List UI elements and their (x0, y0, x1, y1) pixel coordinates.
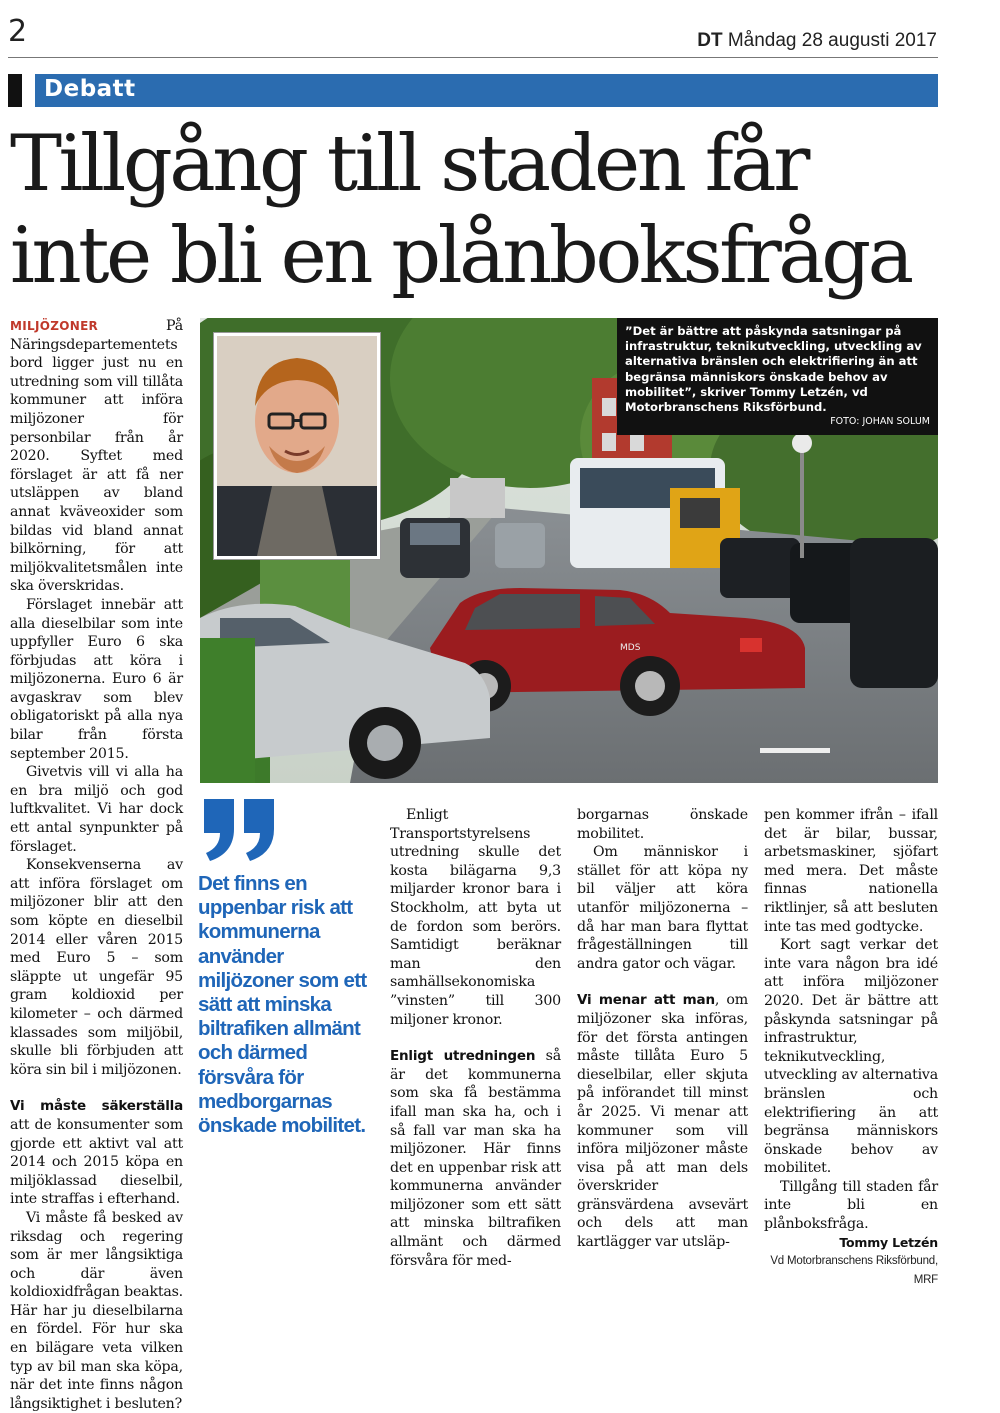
column-4 (577, 806, 748, 1252)
column-5 (764, 806, 938, 1289)
plate-text: MDS (620, 643, 641, 653)
paragraph (390, 1047, 561, 1270)
paragraph: Om människor i stället för att köpa ny bil väljer att köra utanför miljözonerna – då har man bara flyttat frågeställningen till andra gator och vägar. (577, 844, 748, 972)
paragraph-lead: Vi menar att man (577, 992, 715, 1009)
quote-mark-icon (200, 795, 280, 867)
column-1 (10, 317, 183, 1413)
kicker: MILJÖZONER (10, 319, 99, 333)
paragraph: Vi måste få besked av riksdag och regering som är mer långsiktiga och där även koldioxidfrågan beaktas. Här har ju dieselbilarna en fördel. För hur ska en bilägare veta vilken typ av bil man ska köpa, när det inte finns någon långsiktighet i besluten? (10, 1209, 183, 1412)
issue-date: Måndag 28 augusti 2017 (727, 30, 937, 51)
paragraph (10, 1097, 183, 1209)
header-rule (8, 57, 938, 58)
author-portrait-image (217, 336, 377, 556)
paragraph: Enligt Transportstyrelsens utredning skulle det kosta bilägarna 9,3 miljarder kronor bara i Stockholm, att byta ut de fordon som berörs. Samtidigt beräknar man den samhällsekonomiska ”vinsten” till 300 miljoner kronor. (390, 807, 561, 1028)
photo-credit: FOTO: JOHAN SOLUM (830, 416, 930, 428)
paragraph: Kort sagt verkar det inte vara någon bra idé att införa miljözoner 2020. Det är bättre att påskynda satsningar på infrastruktur, teknikutveckling, utveckling av alternativa bränslen och elektrifiering än att begränsa människors önskade behov av mobilitet. (764, 937, 938, 1177)
paragraph-text: På Näringsdepartementets bord ligger just nu en utredning som vill tillåta kommuner att införa miljözoner för personbilar från år 2020. Syftet med förslaget är att få ner utsläppen av bland annat kväveoxider som bildas vid bland annat bilkörning, för att miljökvalitetsmålen inte ska överskridas. (10, 318, 183, 595)
paragraph-lead: Vi måste säkerställa (10, 1098, 183, 1115)
section-band (35, 74, 938, 107)
paragraph: Tillgång till staden får inte bli en plånboksfråga. (764, 1178, 938, 1233)
author-name: Tommy Letzén (839, 1234, 938, 1250)
paragraph (10, 317, 183, 596)
publication-name: DT (697, 30, 723, 51)
section-label: Debatt (44, 76, 136, 102)
paragraph-text: så är det kommunerna som ska få bestämma ifall man ska ha, och i så fall var man ska ha miljözoner. Här finns det en uppenbar risk att kommunerna använder miljözoner som ett sätt att minska biltrafiken allmänt och därmed försvåra för med- (390, 1048, 561, 1269)
author-role: Vd Motorbranschens Riksförbund, MRF (770, 1255, 938, 1286)
column-3 (390, 806, 561, 1270)
headline: Tillgång till staden får inte bli en plånboksfråga (10, 119, 911, 301)
paragraph: Givetvis vill vi alla ha en bra miljö och god luftkvalitet. Vi har dock ett antal synpunkter på förslaget. (10, 764, 183, 855)
photo-caption (617, 318, 938, 435)
author-portrait (214, 333, 380, 559)
paragraph: pen kommer ifrån – ifall det är bilar, bussar, arbetsmaskiner, sjöfart med mera. Det måste finnas nationella riktlinjer, så att besluten inte tas med godtycke. (764, 807, 938, 935)
section-marker (8, 74, 22, 107)
page-number: 2 (8, 14, 28, 49)
paragraph-lead: Enligt utredningen (390, 1048, 536, 1065)
masthead (697, 30, 937, 52)
paragraph-text: att de konsumenter som gjorde ett aktivt val att 2014 och 2015 köpa en miljöklassad dieselbil, inte straffas i efterhand. (10, 1116, 183, 1208)
paragraph: Konsekvenserna av att införa förslaget om miljözoner blir att den som köpte en dieselbil 2014 eller våren 2015 med Euro 5 – som släppte ut ungefär 95 gram koldioxid per kilometer – och därmed klassades som miljöbil, skulle bli förbjuden att köra sin bil i miljözonen. (10, 857, 183, 1078)
paragraph: Förslaget innebär att alla dieselbilar som inte uppfyller Euro 6 ska förbjudas att köra i miljözonerna. Euro 6 är avgaskrav som blev obligatoriskt på alla nya bilar från första september 2015. (10, 596, 183, 762)
paragraph: borgarnas önskade mobilitet. (577, 807, 748, 842)
paragraph-text: , om miljözoner ska införas, för det första antingen måste tillåta Euro 5 dieselbilar, eller skjuta på införandet till minst år 2025. Vi menar att kommuner som vill införa miljözoner måste visa på att man dels överskrider gränsvärdena avsevärt och dels att man kartlägger var utsläp- (577, 992, 748, 1251)
section-bar (8, 74, 938, 107)
caption-text: ”Det är bättre att påskynda satsningar på infrastruktur, teknikutveckling, utveckling av alternativa bränslen och elektrifiering än att begränsa människors önskade behov av mobilitet”, skriver Tommy Letzén, vd Motorbranschens Riksförbund. (625, 324, 922, 415)
paragraph (577, 991, 748, 1251)
pull-quote: Det finns en uppenbar risk att kommunerna använder miljözoner som ett sätt att minska biltrafiken allmänt och därmed försvåra för medborgarnas önskade mobilitet. (198, 872, 367, 1138)
